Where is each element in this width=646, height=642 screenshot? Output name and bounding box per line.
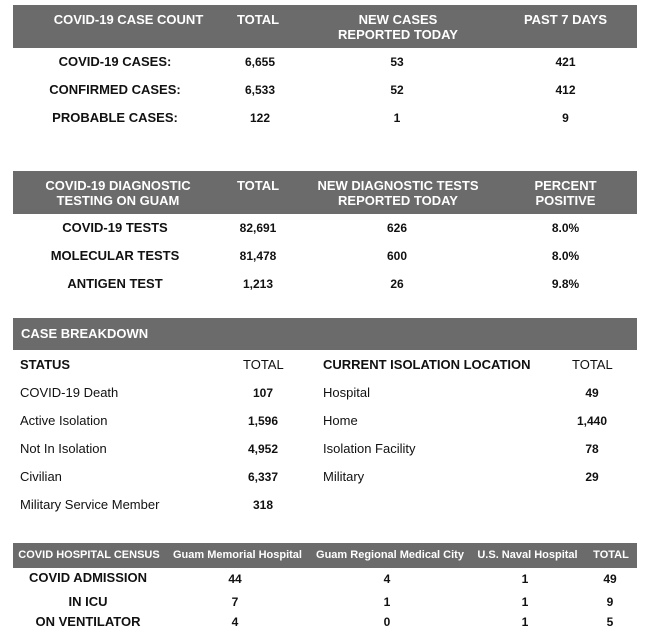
- row-past7: 421: [555, 55, 576, 69]
- status-label: Civilian: [20, 469, 62, 484]
- location-label: Home: [323, 413, 358, 428]
- row-gmh: 7: [231, 595, 239, 609]
- status-label: Not In Isolation: [20, 441, 107, 456]
- status-label: COVID-19 Death: [20, 385, 119, 400]
- row-label: IN ICU: [68, 594, 108, 609]
- row-total: 82,691: [239, 221, 277, 235]
- status-value: 4,952: [247, 442, 279, 456]
- row-label: COVID-19 CASES:: [58, 54, 172, 69]
- hospital-header-grmc: Guam Regional Medical City: [316, 549, 464, 561]
- case-count-header-new: NEW CASES REPORTED TODAY: [338, 12, 458, 42]
- row-pct: 9.8%: [551, 277, 580, 291]
- row-total: 81,478: [239, 249, 277, 263]
- testing-header-pct: PERCENT POSITIVE: [534, 178, 597, 208]
- row-grmc: 1: [383, 595, 391, 609]
- hospital-header-total: TOTAL: [593, 549, 629, 561]
- row-total: 1,213: [242, 277, 274, 291]
- hospital-header: [13, 543, 637, 568]
- case-count-header-total: TOTAL: [236, 12, 280, 27]
- hospital-header-title: COVID HOSPITAL CENSUS: [18, 549, 160, 561]
- testing-header-title: COVID-19 DIAGNOSTIC TESTING ON GUAM: [45, 178, 191, 208]
- row-label: ANTIGEN TEST: [67, 276, 163, 291]
- row-gmh: 44: [228, 572, 242, 586]
- breakdown-title: CASE BREAKDOWN: [21, 326, 149, 341]
- row-total: 6,533: [244, 83, 276, 97]
- location-value: 49: [585, 386, 599, 400]
- row-label: MOLECULAR TESTS: [50, 248, 180, 263]
- status-label: Active Isolation: [20, 413, 108, 428]
- location-value: 78: [585, 442, 599, 456]
- location-label: Hospital: [323, 385, 370, 400]
- row-new: 52: [390, 83, 404, 97]
- row-new: 26: [390, 277, 404, 291]
- status-value: 6,337: [247, 470, 279, 484]
- row-gmh: 4: [231, 615, 239, 629]
- case-count-header-past7: PAST 7 DAYS: [523, 12, 608, 27]
- row-label: CONFIRMED CASES:: [49, 82, 181, 97]
- row-total: 122: [249, 111, 271, 125]
- status-value: 318: [252, 498, 274, 512]
- hospital-header-gmh: Guam Memorial Hospital: [173, 549, 302, 561]
- status-value: 107: [252, 386, 274, 400]
- hospital-header-usnh: U.S. Naval Hospital: [477, 549, 578, 561]
- status-header: STATUS: [20, 357, 71, 372]
- testing-header: [13, 171, 637, 214]
- location-value: 1,440: [576, 414, 608, 428]
- row-usnh: 1: [521, 572, 529, 586]
- status-value: 1,596: [247, 414, 279, 428]
- row-usnh: 1: [521, 615, 529, 629]
- status-total-header: TOTAL: [243, 357, 284, 372]
- location-label: Military: [323, 469, 365, 484]
- row-new: 53: [390, 55, 404, 69]
- row-total: 49: [603, 572, 617, 586]
- row-new: 600: [386, 249, 408, 263]
- row-label: PROBABLE CASES:: [52, 110, 178, 125]
- row-past7: 412: [555, 83, 576, 97]
- testing-header-total: TOTAL: [236, 178, 280, 193]
- row-new: 626: [386, 221, 408, 235]
- row-grmc: 4: [383, 572, 391, 586]
- location-total-header: TOTAL: [572, 357, 613, 372]
- testing-header-new: NEW DIAGNOSTIC TESTS REPORTED TODAY: [317, 178, 479, 208]
- case-count-header: [13, 5, 637, 48]
- row-label: COVID-19 TESTS: [62, 220, 168, 235]
- row-grmc: 0: [383, 615, 391, 629]
- row-pct: 8.0%: [551, 249, 580, 263]
- row-label: COVID ADMISSION: [29, 570, 147, 585]
- row-pct: 8.0%: [551, 221, 580, 235]
- row-total: 9: [606, 595, 614, 609]
- location-header: CURRENT ISOLATION LOCATION: [323, 357, 531, 372]
- row-total: 6,655: [244, 55, 276, 69]
- row-usnh: 1: [521, 595, 529, 609]
- row-total: 5: [606, 615, 614, 629]
- row-new: 1: [393, 111, 401, 125]
- row-past7: 9: [562, 111, 569, 125]
- location-value: 29: [585, 470, 599, 484]
- status-label: Military Service Member: [20, 497, 160, 512]
- case-count-header-title: COVID-19 CASE COUNT: [53, 12, 204, 27]
- location-label: Isolation Facility: [323, 441, 416, 456]
- row-label: ON VENTILATOR: [35, 614, 141, 629]
- breakdown-header: [13, 318, 637, 350]
